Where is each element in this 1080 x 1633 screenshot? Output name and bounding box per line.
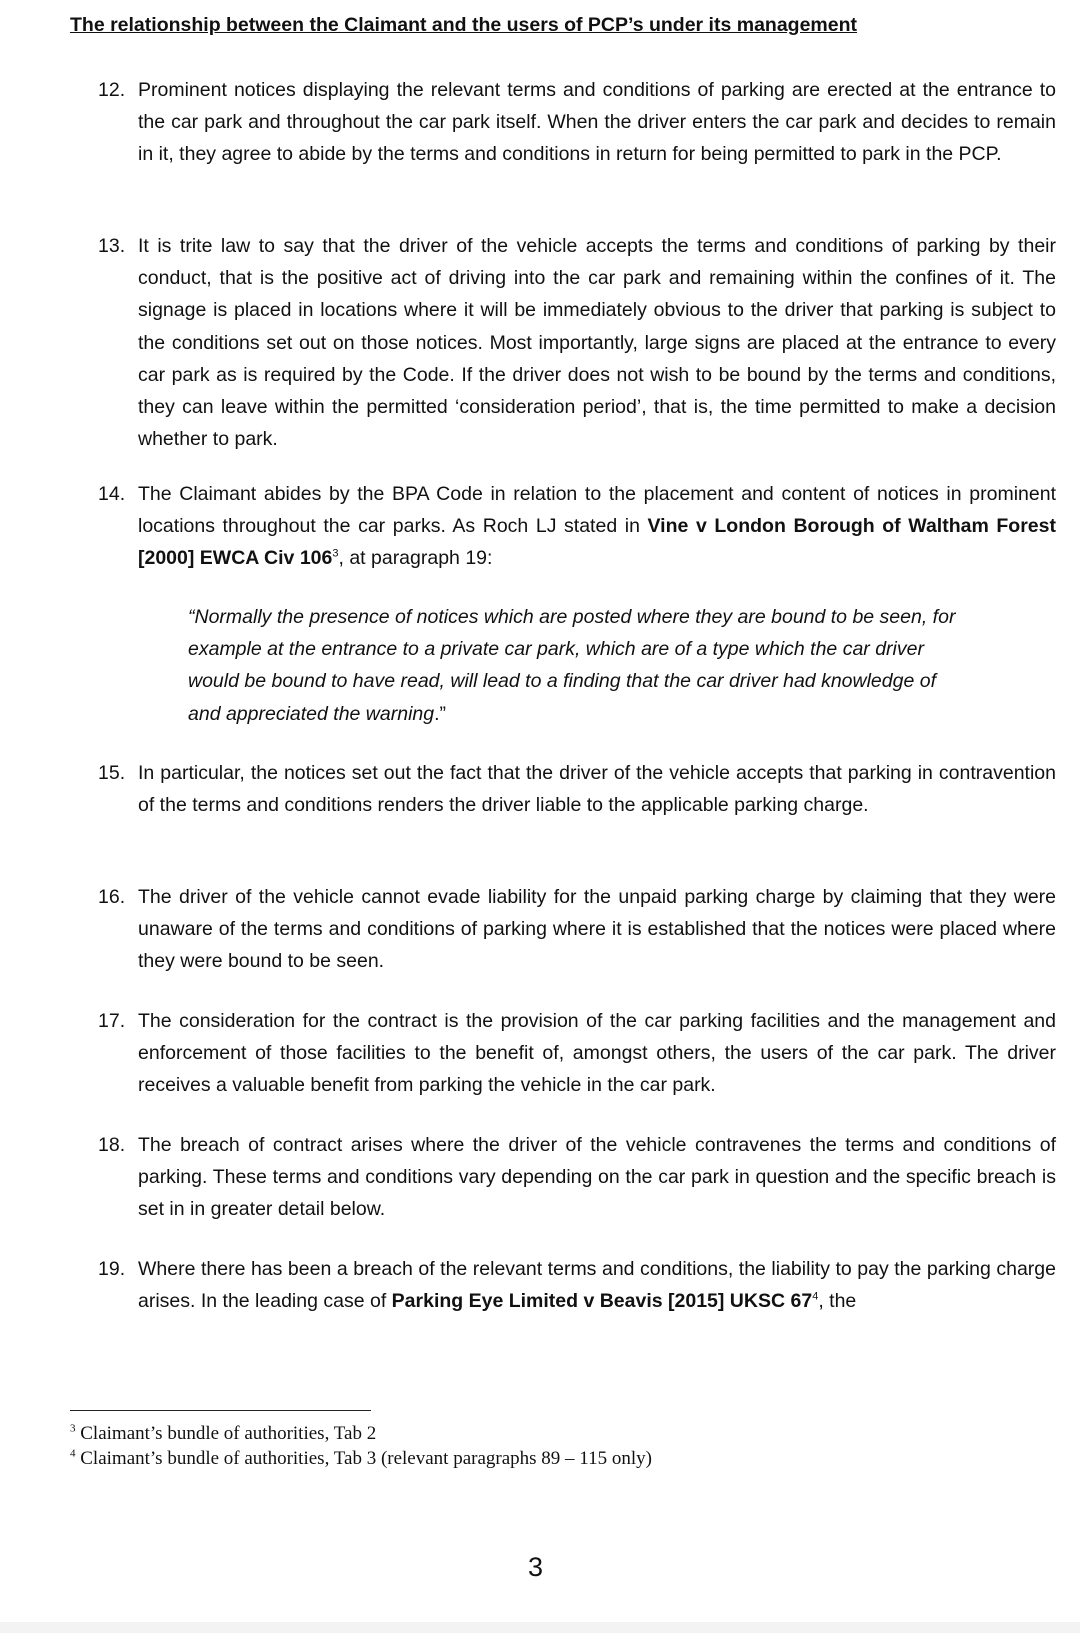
case-citation: Vine v London Borough of Waltham Forest [2000] EWCA Civ 106 xyxy=(138,515,1056,570)
paragraph-text-start: The Claimant abides by the BPA Code in relation to the placement and content of notices in prominent locations throughout the car parks. As Roch LJ stated in xyxy=(138,483,1056,538)
paragraph-14 xyxy=(98,478,1056,575)
paragraph-number: 18. xyxy=(98,1134,126,1156)
paragraph-text xyxy=(138,478,1056,575)
paragraph-16 xyxy=(98,881,1056,978)
paragraph-13 xyxy=(98,230,1056,455)
footnote-text: Claimant’s bundle of authorities, Tab 2 xyxy=(80,1423,377,1444)
paragraph-18 xyxy=(98,1129,1056,1226)
paragraph-text-end: , the xyxy=(818,1290,857,1313)
footnote-3 xyxy=(70,1423,376,1445)
footnote-separator xyxy=(70,1410,371,1411)
paragraph-17 xyxy=(98,1005,1056,1102)
paragraph-number: 13. xyxy=(98,235,126,257)
footnote-text: Claimant’s bundle of authorities, Tab 3 (relevant paragraphs 89 – 115 only) xyxy=(80,1448,652,1469)
paragraph-text: The breach of contract arises where the driver of the vehicle contravenes the terms and conditions of parking. These terms and conditions vary depending on the car park in question and the specific breach is set in in greater detail below. xyxy=(138,1134,1056,1221)
paragraph-text: Prominent notices displaying the relevant terms and conditions of parking are erected at the entrance to the car park and throughout the car park itself. When the driver enters the car park and decides to remain in it, they agree to abide by the terms and conditions in return for being permitted to park in the PCP. xyxy=(138,79,1056,166)
quote-text: “Normally the presence of notices which are posted where they are bound to be seen, for example at the entrance to a private car park, which are of a type which the car driver would be bound to have read, will lead to a finding that the car driver had knowledge of and appreciated the warning xyxy=(188,606,956,725)
case-citation: Parking Eye Limited v Beavis [2015] UKSC 67 xyxy=(391,1290,813,1313)
paragraph-15 xyxy=(98,757,1056,821)
paragraph-text-end: , at paragraph 19: xyxy=(338,547,493,570)
paragraph-text: It is trite law to say that the driver of the vehicle accepts the terms and conditions of parking by their conduct, that is the positive act of driving into the car park and remaining within the confines of it. The signage is placed in locations where it will be immediately obvious to the driver that parking is subject to the conditions set out on those notices. Most importantly, large signs are placed at the entrance to every car park as is required by the Code. If the driver does not wish to be bound by the terms and conditions, they can leave within the permitted ‘consideration period’, that is, the time permitted to make a decision whether to park. xyxy=(138,235,1056,451)
quote-close: .” xyxy=(434,702,447,725)
footnote-mark: 3 xyxy=(70,1422,76,1435)
paragraph-text-start: Where there has been a breach of the relevant terms and conditions, the liability to pay the parking charge arises. In the leading case of xyxy=(138,1258,1056,1313)
paragraph-text: The consideration for the contract is the provision of the car parking facilities and the management and enforcement of those facilities to the benefit of, amongst others, the users of the car park. The driver receives a valuable benefit from parking the vehicle in the car park. xyxy=(138,1010,1056,1097)
paragraph-text: The driver of the vehicle cannot evade liability for the unpaid parking charge by claiming that they were unaware of the terms and conditions of parking where it is established that the notices were placed where they were bound to be seen. xyxy=(138,886,1056,973)
paragraph-12 xyxy=(98,74,1056,171)
footnote-ref: 4 xyxy=(812,1290,819,1303)
paragraph-text xyxy=(138,1253,1056,1317)
block-quote xyxy=(188,601,968,730)
paragraph-number: 14. xyxy=(98,483,126,505)
paragraph-19 xyxy=(98,1253,1056,1317)
footnote-mark: 4 xyxy=(70,1447,76,1460)
paragraph-number: 17. xyxy=(98,1010,126,1032)
footnote-ref: 3 xyxy=(332,547,339,560)
paragraph-number: 12. xyxy=(98,79,126,101)
section-heading: The relationship between the Claimant and the users of PCP’s under its management xyxy=(70,14,858,36)
page-number: 3 xyxy=(528,1552,544,1582)
paragraph-number: 15. xyxy=(98,762,126,784)
paragraph-text: In particular, the notices set out the fact that the driver of the vehicle accepts that parking in contravention of the terms and conditions renders the driver liable to the applicable parking charge. xyxy=(138,762,1056,817)
footnote-4 xyxy=(70,1448,652,1470)
paragraph-number: 19. xyxy=(98,1258,126,1280)
paragraph-number: 16. xyxy=(98,886,126,908)
